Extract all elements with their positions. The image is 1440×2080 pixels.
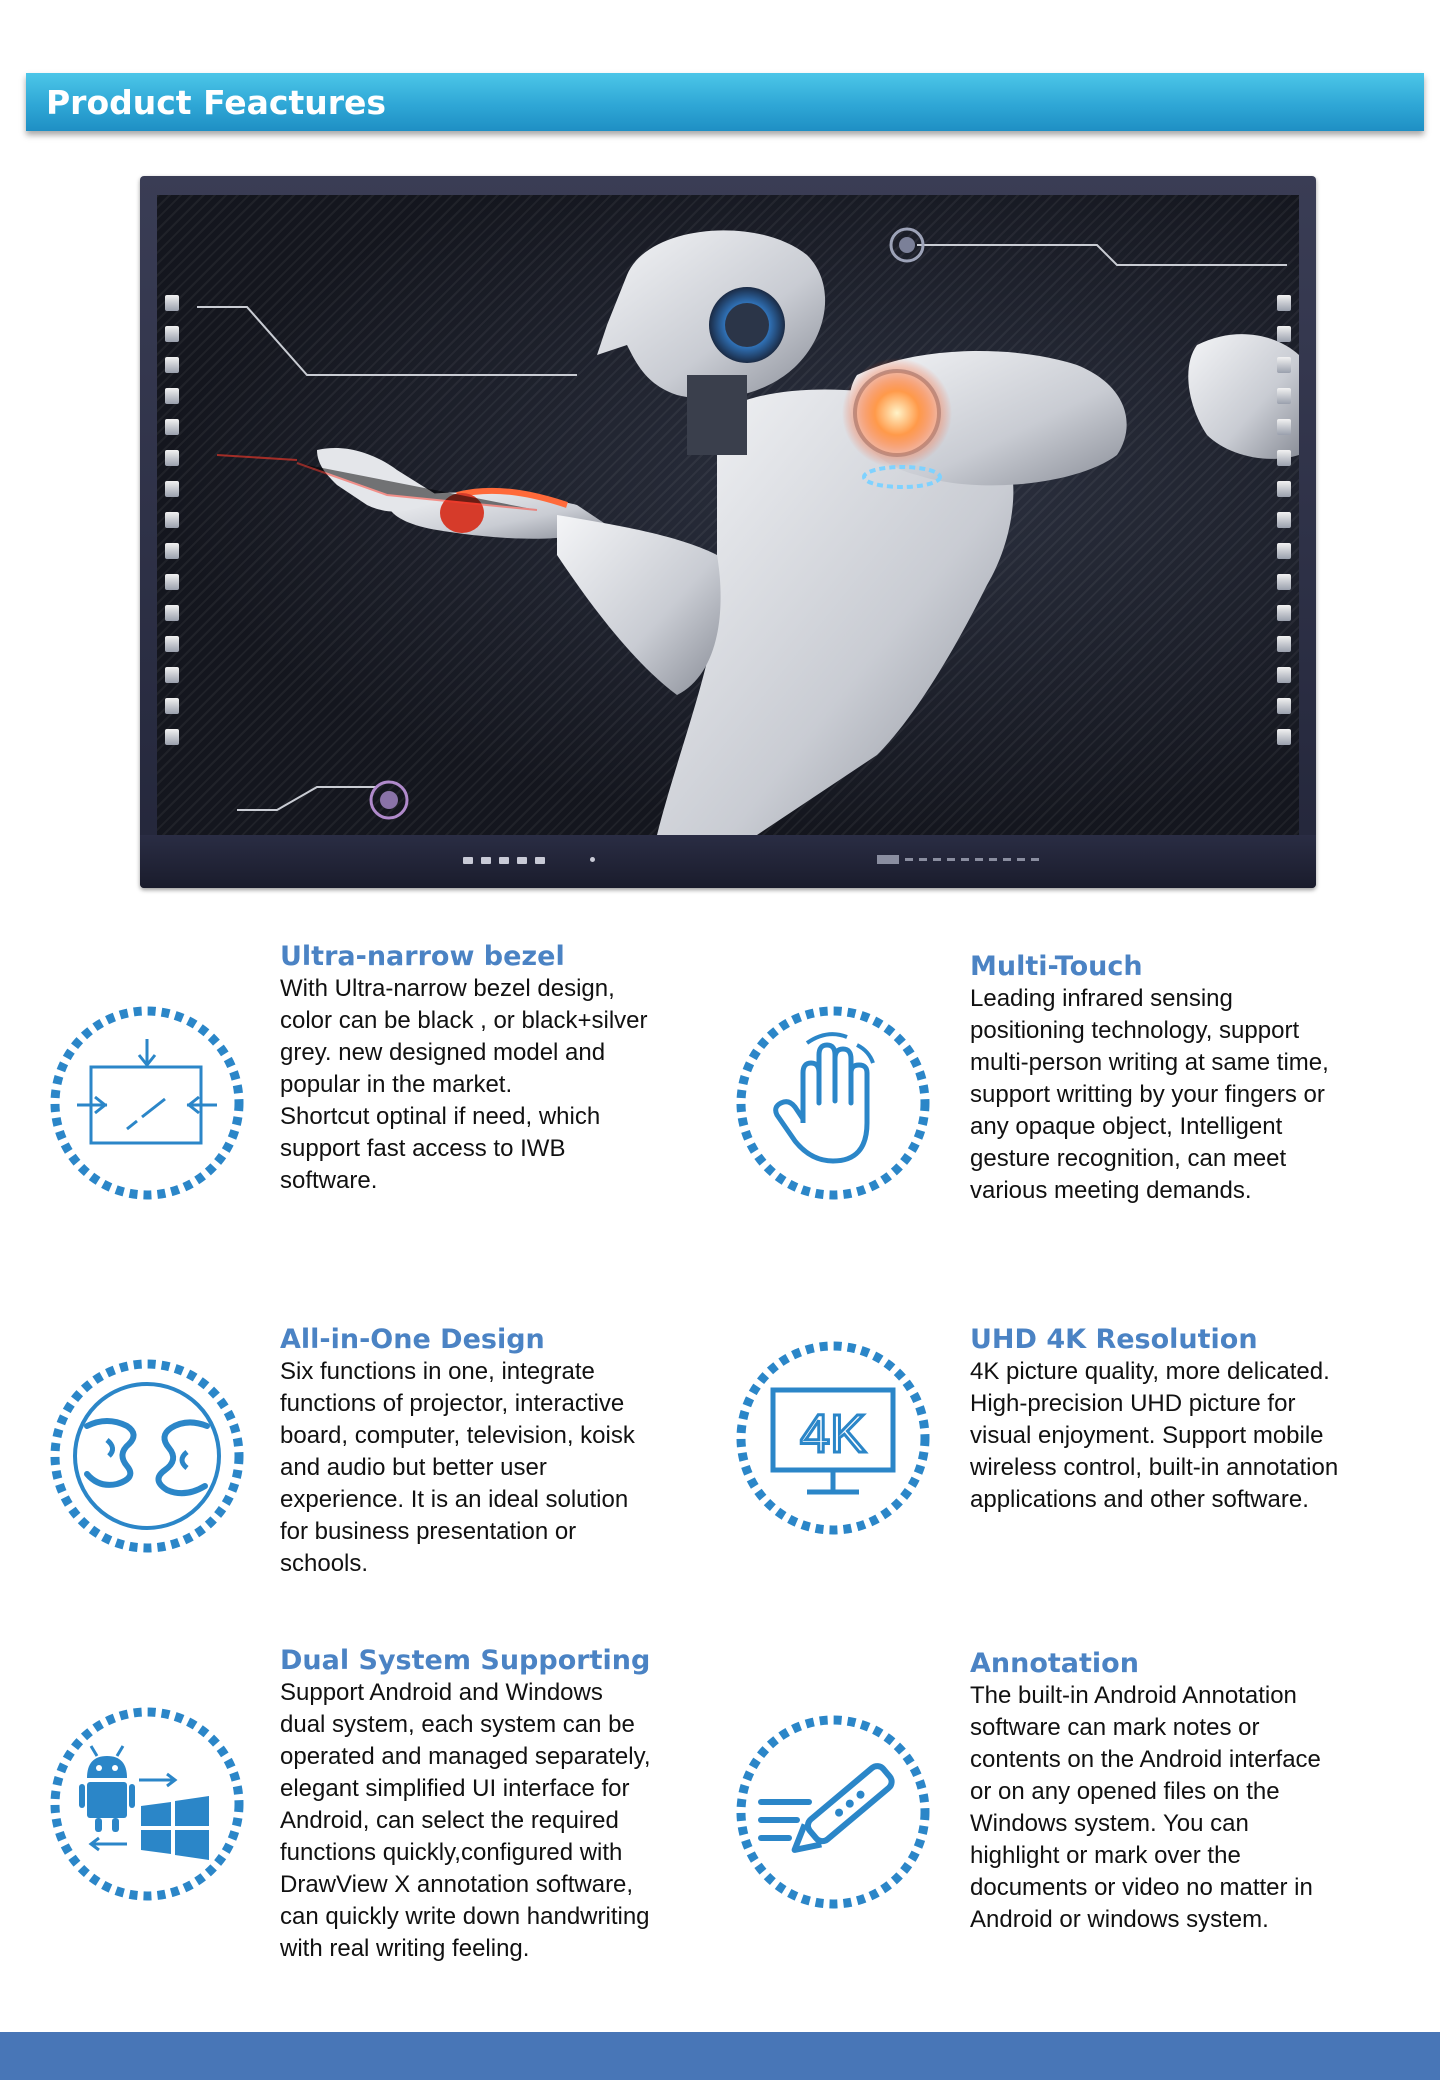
feature-all-in-one-design: [280, 1324, 700, 1580]
section-header-bar: [26, 73, 1424, 131]
android-windows-icon: [47, 1704, 247, 1904]
feature-description: The built-in Android Annotation software can mark notes or contents on the Android interface or on any opened files on the Windows system. You can highlight or mark over the documents or video no matter in Android or windows system.: [970, 1682, 1321, 1933]
robot-illustration: [157, 195, 1299, 835]
feature-uhd-4k-resolution: [970, 1324, 1410, 1516]
left-shortcut-icons: [165, 295, 179, 745]
display-bottom-bezel: [140, 835, 1316, 888]
feature-title: Ultra-narrow bezel: [280, 941, 565, 972]
all-in-one-icon: [47, 1356, 247, 1556]
feature-description: With Ultra-narrow bezel design, color can be black , or black+silver grey. new designed model and popular in the market. Shortcut optinal if need, which support fast access to IWB software.: [280, 975, 648, 1194]
footer-bar: [0, 2032, 1440, 2080]
hand-touch-icon: [733, 1003, 933, 1203]
feature-title: Annotation: [970, 1648, 1139, 1679]
display-screen: [157, 195, 1299, 835]
pen-annotation-icon: [733, 1712, 933, 1912]
feature-title: Multi-Touch: [970, 951, 1143, 982]
feature-dual-system-supporting: [280, 1645, 710, 1965]
interactive-display-image: [140, 176, 1316, 888]
section-title: Product Feactures: [46, 83, 387, 122]
4k-monitor-icon: [733, 1338, 933, 1538]
4k-label: 4K: [799, 1404, 867, 1464]
feature-description: Six functions in one, integrate functions of projector, interactive board, computer, television, koisk and audio but better user experience. It is an ideal solution for business presentation or schools.: [280, 1358, 635, 1577]
feature-description: Support Android and Windows dual system, each system can be operated and managed separately, elegant simplified UI interface for Android, can select the required functions quickly,configured with DrawView X annotation software, can quickly write down handwriting with real writing feeling.: [280, 1679, 651, 1962]
feature-title: UHD 4K Resolution: [970, 1324, 1258, 1355]
feature-title: All-in-One Design: [280, 1324, 545, 1355]
feature-multi-touch: [970, 951, 1400, 1207]
feature-description: 4K picture quality, more delicated. High-precision UHD picture for visual enjoyment. Support mobile wireless control, built-in annotation applications and other software.: [970, 1358, 1339, 1513]
feature-title: Dual System Supporting: [280, 1645, 651, 1676]
feature-description: Leading infrared sensing positioning technology, support multi-person writing at same time, support writting by your fingers or any opaque object, Intelligent gesture recognition, can meet various meeting demands.: [970, 985, 1329, 1204]
right-shortcut-icons: [1277, 295, 1291, 745]
feature-annotation: [970, 1648, 1400, 1936]
feature-ultra-narrow-bezel: [280, 941, 700, 1197]
narrow-bezel-icon: [47, 1003, 247, 1203]
